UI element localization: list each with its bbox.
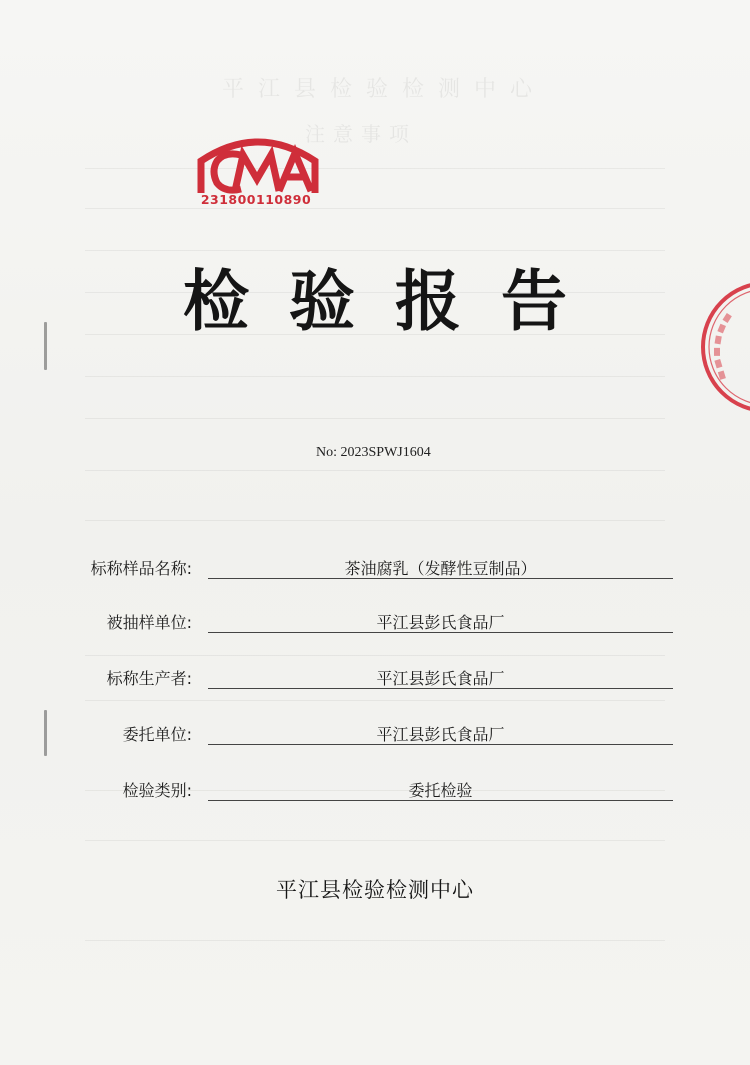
field-sample-name (0, 556, 750, 586)
field-value: 平江县彭氏食品厂 (376, 725, 505, 744)
show-through-line (85, 208, 665, 209)
field-underline (208, 688, 673, 689)
field-value: 平江县彭氏食品厂 (376, 613, 505, 632)
field-inspection-type (0, 778, 750, 808)
binding-mark (44, 322, 47, 370)
cma-certificate-number: 231800110890 (200, 192, 312, 207)
show-through-line (85, 700, 665, 701)
report-number: No: 2023SPWJ1604 (316, 445, 431, 460)
show-through-text: 注意事项 (305, 122, 417, 146)
cma-logo-icon (195, 131, 321, 197)
field-underline (208, 744, 673, 745)
field-underline (208, 578, 673, 579)
field-label: 委托单位: (122, 725, 192, 744)
show-through-line (85, 376, 665, 377)
field-label: 标称生产者: (106, 669, 192, 688)
report-title: 检验报告 (183, 263, 607, 340)
show-through-line (85, 168, 665, 169)
field-value: 委托检验 (408, 781, 473, 800)
field-underline (208, 632, 673, 633)
field-value: 平江县彭氏食品厂 (376, 669, 505, 688)
field-underline (208, 800, 673, 801)
show-through-line (85, 840, 665, 841)
official-seal (695, 275, 750, 425)
show-through-line (85, 520, 665, 521)
show-through-line (85, 250, 665, 251)
show-through-line (85, 418, 665, 419)
field-sampled-unit (0, 610, 750, 640)
field-value: 茶油腐乳（发酵性豆制品） (344, 559, 537, 578)
field-label: 标称样品名称: (90, 559, 192, 578)
field-client (0, 722, 750, 752)
field-label: 被抽样单位: (106, 613, 192, 632)
show-through-text: 平江县检验检测中心 (222, 77, 547, 102)
field-manufacturer (0, 666, 750, 696)
show-through-line (85, 655, 665, 656)
issuing-organization: 平江县检验检测中心 (276, 878, 474, 902)
field-label: 检验类别: (122, 781, 192, 800)
show-through-line (85, 470, 665, 471)
show-through-line (85, 940, 665, 941)
